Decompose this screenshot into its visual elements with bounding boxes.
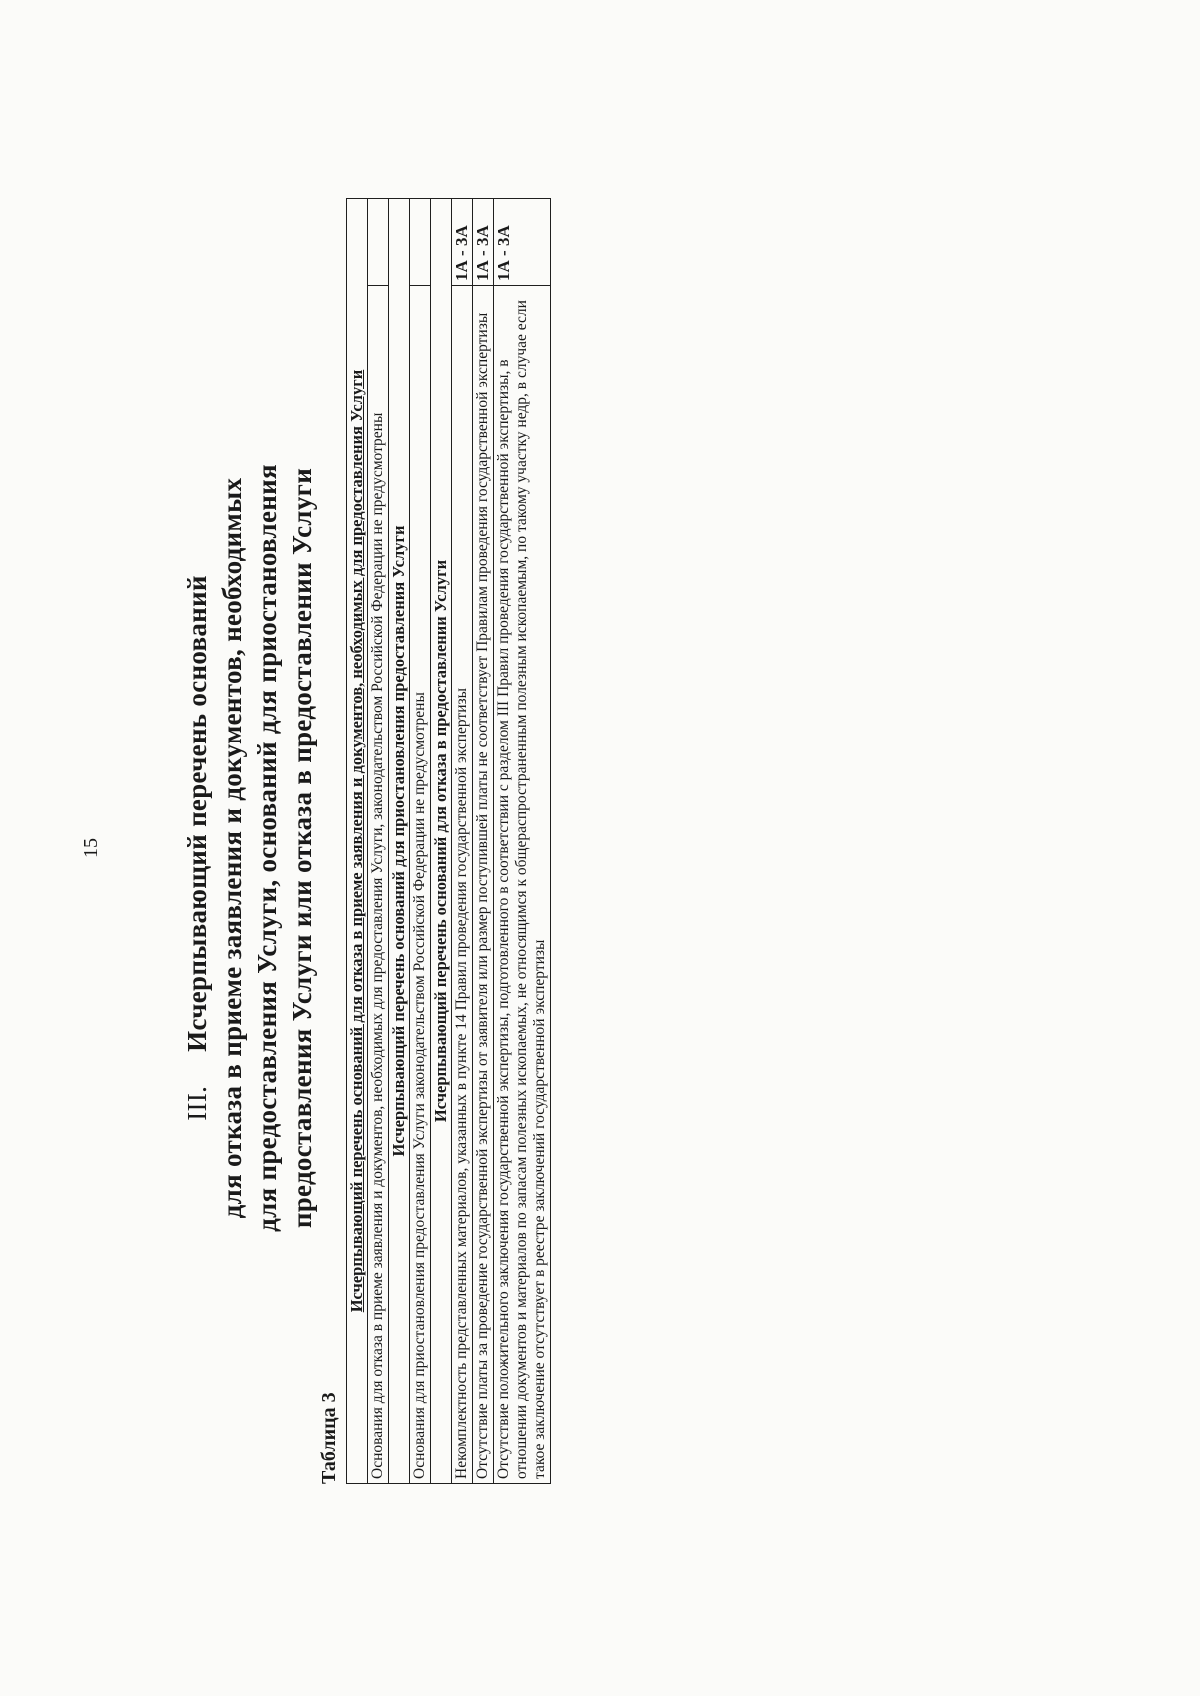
grounds-table <box>346 198 551 1484</box>
table-section-header <box>347 199 368 1484</box>
section-title: Исчерпывающий перечень оснований для приостановления предоставления Услуги <box>389 199 410 1484</box>
section-number: III. <box>182 1085 212 1121</box>
table-section-header <box>389 199 410 1484</box>
heading-line-3: для предоставления Услуги, оснований для приостановления <box>252 464 282 1232</box>
table-section-header <box>431 199 452 1484</box>
section-title: Исчерпывающий перечень оснований для отказа в предоставлении Услуги <box>431 199 452 1484</box>
section-title-text: Исчерпывающий перечень оснований для отказа в приеме заявления и документов, необходимых для предоставления Услуги <box>347 369 366 1313</box>
section-heading <box>180 0 320 1696</box>
table-row <box>452 199 473 1484</box>
row-text: Отсутствие платы за проведение государственной экспертизы от заявителя или размер поступившей платы не соответствует Правилам проведения государственной экспертизы <box>473 286 494 1484</box>
heading-line-1 <box>180 0 215 1696</box>
row-code: 1А - 3А <box>494 199 551 286</box>
row-code: 1А - 3А <box>473 199 494 286</box>
table-row <box>410 199 431 1484</box>
row-text: Основания для отказа в приеме заявления и документов, необходимых для предоставления Услуги, законодательством Российской Федерации не предусмотрены <box>368 286 389 1484</box>
row-text: Некомплектность представленных материалов, указанных в пункте 14 Правил проведения государственной экспертизы <box>452 286 473 1484</box>
heading-line-2: для отказа в приеме заявления и документов, необходимых <box>217 477 247 1219</box>
section-title <box>347 199 368 1484</box>
row-text: Отсутствие положительного заключения государственной экспертизы, подготовленного в соответствии с разделом III Правил проведения государственной экспертизы, в отношении документов и материалов по запасам полезных ископаемых, не относящимся к общераспространенным полезным ископаемым, по такому участку недр, в случае если такое заключение отсутствует в реестре заключений государственной экспертизы <box>494 286 551 1484</box>
heading-line-1-text: Исчерпывающий перечень оснований <box>182 575 212 1052</box>
table-row <box>368 199 389 1484</box>
table-row <box>473 199 494 1484</box>
row-code <box>368 199 389 286</box>
row-text: Основания для приостановления предоставления Услуги законодательством Российской Федерации не предусмотрены <box>410 286 431 1484</box>
row-code: 1А - 3А <box>452 199 473 286</box>
table-caption: Таблица 3 <box>318 1392 340 1484</box>
row-code <box>410 199 431 286</box>
page-number: 15 <box>80 838 102 858</box>
heading-line-4: предоставления Услуги или отказа в предоставлении Услуги <box>287 467 317 1229</box>
table-row <box>494 199 551 1484</box>
